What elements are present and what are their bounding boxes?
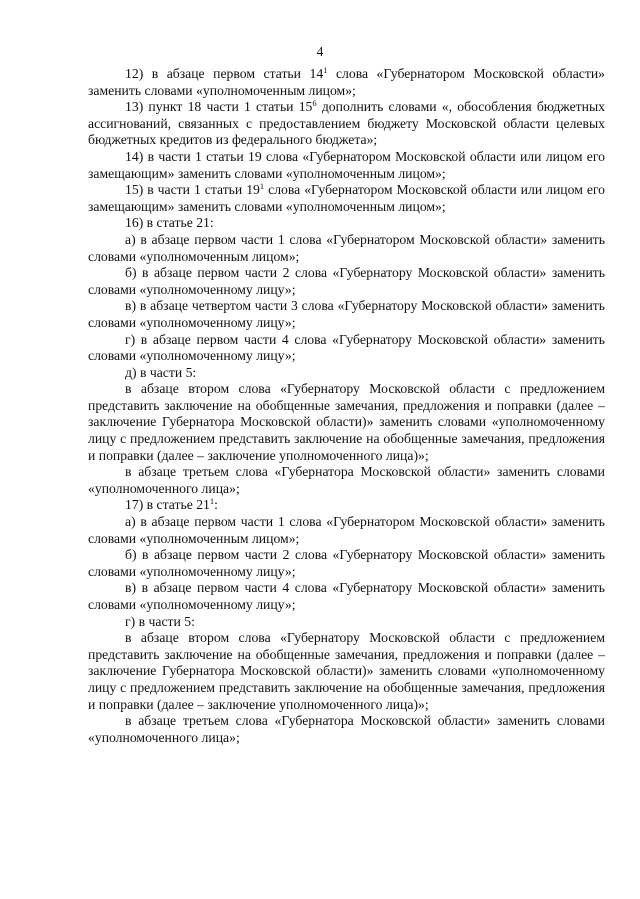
paragraph-p17 [88, 497, 605, 514]
paragraph-text: в) в абзаце первом части 4 слова «Губернатору Московской области» заменить словами «уполномоченному лицу»; [88, 580, 605, 612]
paragraph-p16d2 [88, 464, 605, 497]
paragraph-p13 [88, 99, 605, 149]
paragraph-p16d1 [88, 381, 605, 464]
paragraph-text: 13) пункт 18 части 1 статьи 15 [125, 99, 313, 115]
paragraph-text: 15) в части 1 статьи 19 [125, 182, 260, 198]
paragraph-text: : [214, 497, 218, 513]
superscript: 1 [323, 65, 328, 75]
paragraph-text: г) в части 5: [125, 613, 195, 629]
paragraph-p16b [88, 265, 605, 298]
paragraph-p15 [88, 182, 605, 215]
paragraph-text: б) в абзаце первом части 2 слова «Губернатору Московской области» заменить словами «уполномоченному лицу»; [88, 547, 605, 579]
paragraph-text: г) в абзаце первом части 4 слова «Губернатору Московской области» заменить словами «уполномоченному лицу»; [88, 331, 605, 364]
paragraph-p17g2 [88, 713, 605, 746]
paragraph-p16g [88, 332, 605, 365]
page-number: 4 [316, 44, 324, 59]
paragraph-text: 14) в части 1 статьи 19 слова «Губернатором Московской области или лицом его замещающим» заменить словами «уполномоченным лицом»; [88, 148, 605, 181]
paragraph-p16 [88, 215, 605, 232]
paragraph-text: в) в абзаце четвертом части 3 слова «Губернатору Московской области» заменить словами «уполномоченному лицу»; [88, 298, 605, 330]
paragraph-p16a [88, 232, 605, 265]
paragraph-text: а) в абзаце первом части 1 слова «Губернатором Московской области» заменить словами «уполномоченным лицом»; [88, 231, 605, 264]
paragraph-p17b [88, 547, 605, 580]
paragraph-text: в абзаце втором слова «Губернатору Московской области с предложением представить заключение на обобщенные замечания, предложения и поправки (далее – заключение Губернатора Московской области)» заменить словами «уполномоченному лицу с предложением представить заключение на обобщенные замечания, предложения и поправки (далее – заключение уполномоченного лица)»; [88, 630, 605, 712]
paragraph-text: слова «Губернатором Московской области или лицом его замещающим» заменить словами «уполномоченным лицом»; [88, 182, 606, 214]
paragraph-text: в абзаце втором слова «Губернатору Московской области с предложением представить заключение на обобщенные замечания, предложения и поправки (далее – заключение Губернатора Московской области)» заменить словами «уполномоченному лицу с предложением представить заключение на обобщенные замечания, предложения и поправки (далее – заключение уполномоченного лица)»; [88, 381, 605, 463]
paragraph-text: 12) в абзаце первом статьи 14 [125, 66, 324, 81]
paragraph-text: слова «Губернатором Московской области» заменить словами «уполномоченным лицом»; [88, 66, 605, 98]
superscript: 1 [259, 181, 265, 192]
paragraph-text: дополнить словами «, обособления бюджетных ассигнований, связанных с предоставлением бюджету Московской области целевых бюджетных кредитов из федерального бюджета»; [88, 99, 605, 148]
paragraph-p14 [88, 149, 605, 182]
paragraph-text: 17) в статье 21 [125, 497, 210, 513]
paragraph-text: в абзаце третьем слова «Губернатора Московской области» заменить словами «уполномоченного лица»; [88, 713, 605, 745]
document-body [88, 66, 605, 746]
paragraph-p16d [88, 365, 605, 382]
superscript: 1 [209, 496, 215, 507]
paragraph-p17v [88, 580, 605, 613]
paragraph-text: а) в абзаце первом части 1 слова «Губернатором Московской области» заменить словами «уполномоченным лицом»; [88, 514, 605, 546]
paragraph-text: д) в части 5: [125, 364, 197, 380]
paragraph-p12 [88, 66, 605, 99]
paragraph-p17g [88, 614, 605, 631]
paragraph-p17a [88, 514, 605, 547]
paragraph-text: в абзаце третьем слова «Губернатора Московской области» заменить словами «уполномоченного лица»; [88, 464, 605, 496]
paragraph-p17g1 [88, 630, 605, 713]
paragraph-p16v [88, 298, 605, 331]
paragraph-text: 16) в статье 21: [125, 215, 214, 231]
superscript: 6 [312, 98, 317, 109]
paragraph-text: б) в абзаце первом части 2 слова «Губернатору Московской области» заменить словами «уполномоченному лицу»; [88, 265, 605, 297]
